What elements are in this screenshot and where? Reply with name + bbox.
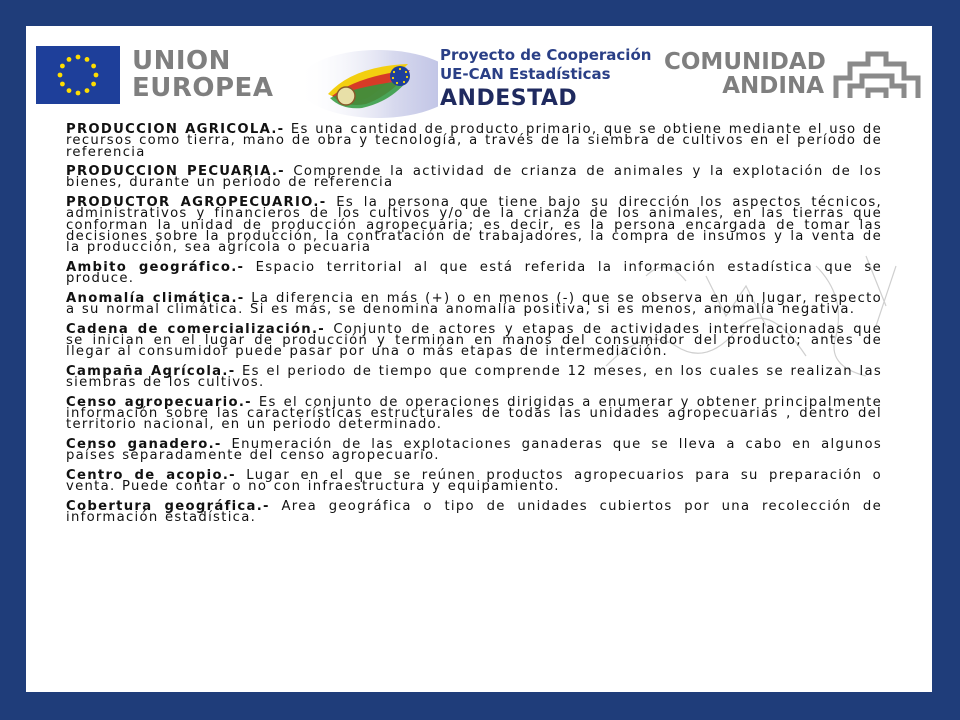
glossary-definition: Es la persona que tiene bajo su dirección los aspectos técnicos, administrativos y financieros de los cultivos y/o de la crianza de los animales, en las tierras que conforman la unidad de producción agropecuaria; es decir, es la persona encargada de tomar las decisiones sobre la producción, la contratación de trabajadores, la compra de insumos y la venta de la producción, sea agrícola o pecuaria xyxy=(66,195,882,256)
slide xyxy=(26,26,932,692)
andestad-emblem-icon xyxy=(258,36,438,126)
glossary-definition: La diferencia en más (+) o en menos (-) que se observa en un lugar, respecto a su normal climática. Si es más, se denomina anomalía positiva, si es menos, anomalía negativa. xyxy=(66,290,882,318)
glossary-term: Campaña Agrícola.- xyxy=(66,363,236,379)
glossary-entry xyxy=(66,467,883,495)
andestad-line1: Proyecto de Cooperación xyxy=(440,46,652,64)
glossary-entry xyxy=(66,363,882,391)
glossary-term: Censo ganadero.- xyxy=(66,436,222,452)
glossary-definition: Es una cantidad de producto primario, que se obtiene mediante el uso de recursos como tierra, mano de obra y tecnología, a través de la siembra de cultivos en el período de referencia xyxy=(66,122,882,160)
eu-star-icon xyxy=(58,73,63,78)
glossary-definition: Lugar en el que se reúnen productos agropecuarios para su preparación o venta. Puede contar o no con infraestructura y equipamiento. xyxy=(66,467,883,495)
union-europea-logo xyxy=(36,46,274,104)
comunidad-andina-emblem-icon xyxy=(832,48,922,102)
eu-flag-icon xyxy=(36,46,120,104)
glossary-entry xyxy=(66,498,882,525)
glossary-definition: Conjunto de actores y etapas de actividades interrelacionadas que se inician en el lugar de producción y terminan en manos del consumidor del producto; antes de llegar al consumidor puede pasar por una o más etapas de intermediación. xyxy=(66,321,882,360)
glossary-definition: Enumeración de las explotaciones ganaderas que se lleva a cabo en algunos países separadamente del censo agropecuario. xyxy=(66,436,882,464)
glossary-definition: Espacio territorial al que está referida la información estadística que se produce. xyxy=(66,259,883,287)
glossary-term: PRODUCCION AGRICOLA.- xyxy=(66,122,285,137)
union-europea-wordmark xyxy=(132,48,273,102)
glossary-term: Cadena de comercialización.- xyxy=(66,321,326,337)
eu-logo-line1: UNION xyxy=(132,46,231,76)
glossary-term: Ambito geográfico.- xyxy=(66,259,245,275)
glossary-entry xyxy=(66,195,882,256)
glossary-entry xyxy=(66,259,883,287)
glossary-term: PRODUCTOR AGROPECUARIO.- xyxy=(66,195,327,211)
andestad-logo xyxy=(258,36,678,126)
glossary-definition: Es el conjunto de operaciones dirigidas a enumerar y obtener principalmente información sobre las características estructurales de todas las unidades agropecuarias , dentro del territorio nacional, en un periodo determinado. xyxy=(66,394,882,433)
eu-star-icon xyxy=(91,82,96,87)
glossary-definition: Comprende la actividad de crianza de animales y la explotación de los bienes, durante un período de referencia xyxy=(66,164,882,191)
comunidad-andina-logo xyxy=(664,48,926,108)
can-logo-line2: ANDINA xyxy=(722,73,824,99)
andestad-wordmark xyxy=(440,46,651,114)
glossary xyxy=(66,124,882,532)
comunidad-andina-wordmark xyxy=(664,50,824,98)
eu-star-icon xyxy=(76,91,81,96)
eu-star-icon xyxy=(94,73,99,78)
glossary-definition: Es el periodo de tiempo que comprende 12 meses, en los cuales se realizan las siembras de los cultivos. xyxy=(66,363,882,391)
glossary-entry xyxy=(66,290,882,318)
glossary-entry xyxy=(66,166,882,189)
andestad-line3: ANDESTAD xyxy=(440,86,578,111)
andestad-line2: UE-CAN Estadísticas xyxy=(440,65,611,83)
glossary-entry xyxy=(66,321,882,360)
eu-star-icon xyxy=(67,88,72,93)
glossary-term: Centro de acopio.- xyxy=(66,467,236,483)
eu-star-icon xyxy=(67,57,72,62)
glossary-term: Censo agropecuario.- xyxy=(66,394,252,410)
eu-star-icon xyxy=(91,64,96,69)
eu-star-icon xyxy=(60,82,65,87)
glossary-entry xyxy=(66,124,882,158)
glossary-term: Anomalía climática.- xyxy=(66,290,245,306)
glossary-entry xyxy=(66,394,882,433)
eu-star-icon xyxy=(85,88,90,93)
eu-star-icon xyxy=(60,64,65,69)
glossary-term: Cobertura geográfica.- xyxy=(66,498,270,514)
can-logo-line1: COMUNIDAD xyxy=(664,49,826,75)
glossary-term: PRODUCCION PECUARIA.- xyxy=(66,164,285,180)
glossary-definition: Area geográfica o tipo de unidades cubiertos por una recolección de información estadística. xyxy=(66,498,882,525)
eu-star-icon xyxy=(85,57,90,62)
eu-star-icon xyxy=(76,55,81,60)
glossary-entry xyxy=(66,436,882,464)
eu-logo-line2: EUROPEA xyxy=(132,73,274,103)
